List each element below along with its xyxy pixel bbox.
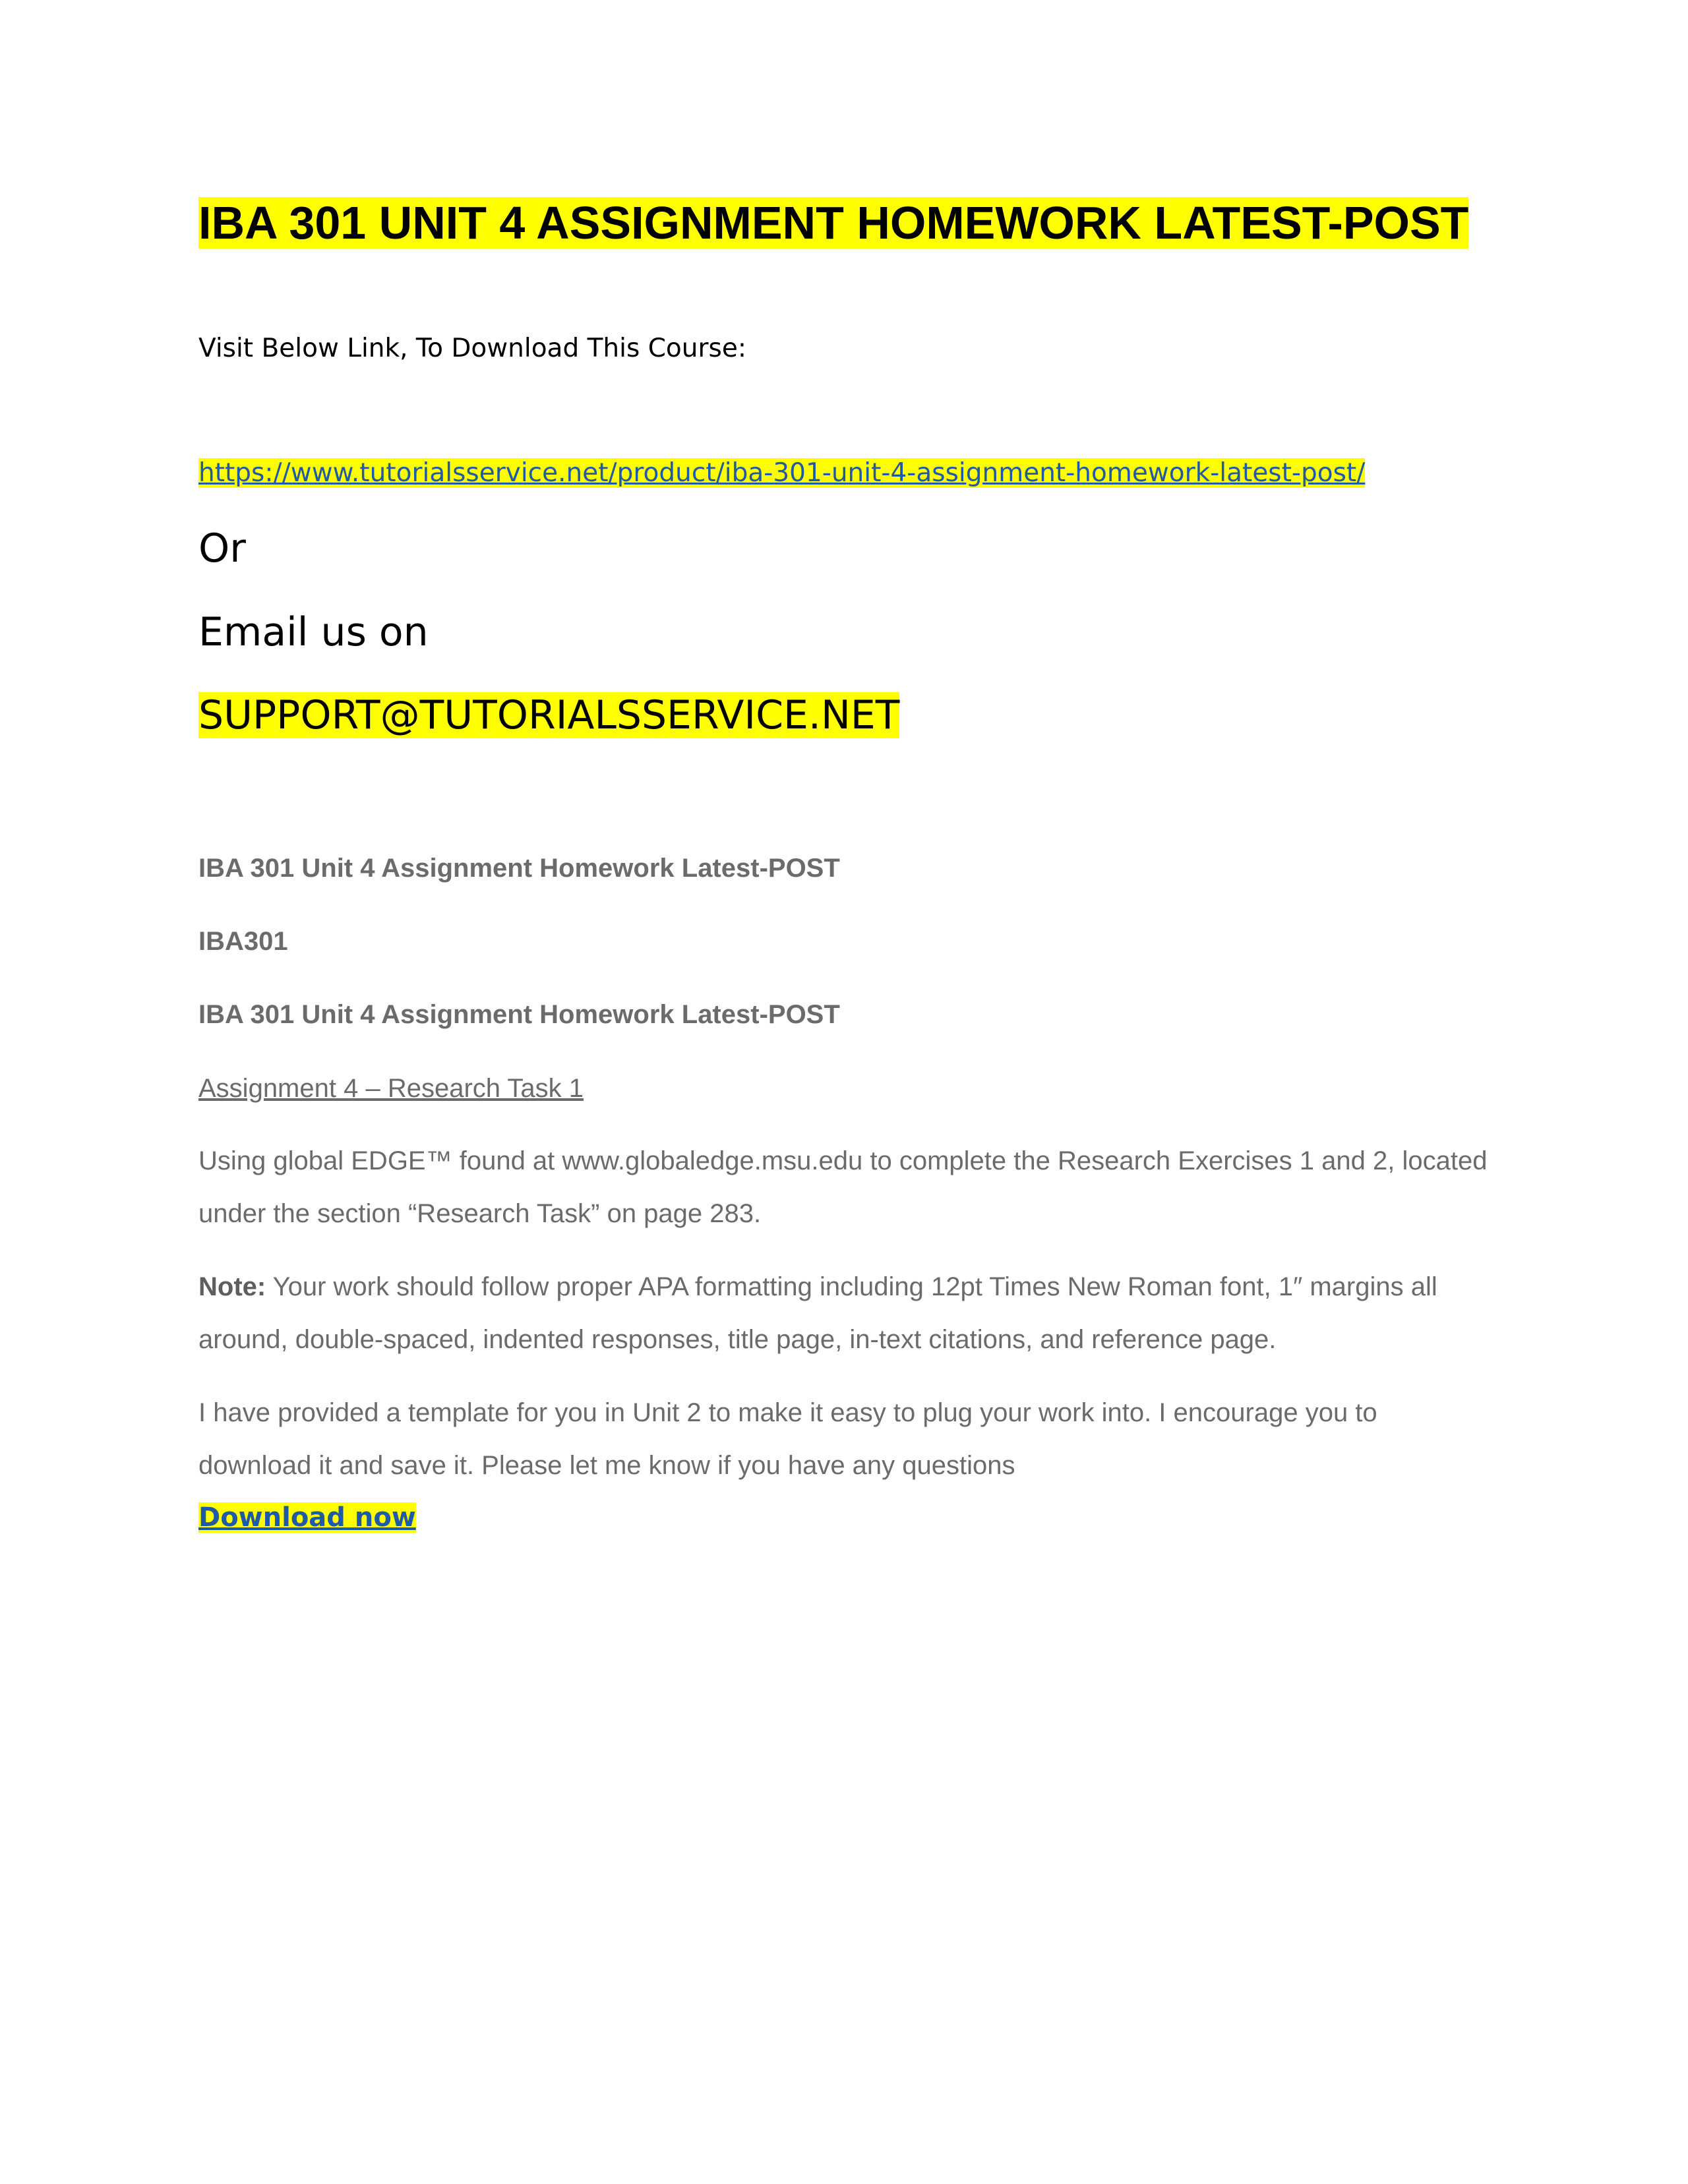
course-code: IBA301 xyxy=(198,927,288,956)
download-now-link[interactable] xyxy=(198,1500,416,1535)
content-heading-1: IBA 301 Unit 4 Assignment Homework Latest-POST xyxy=(198,854,840,883)
content-heading-2: IBA 301 Unit 4 Assignment Homework Latest-POST xyxy=(198,1000,840,1029)
intro-text: Visit Below Link, To Download This Course: xyxy=(198,334,746,363)
note-paragraph xyxy=(198,1260,1491,1366)
document-title-text: IBA 301 UNIT 4 ASSIGNMENT HOMEWORK LATEST-POST xyxy=(198,197,1469,249)
course-url-text[interactable]: https://www.tutorialsservice.net/product/iba-301-unit-4-assignment-homework-latest-post/ xyxy=(198,458,1366,488)
instructions-paragraph: Using global EDGE™ found at www.globaledge.msu.edu to complete the Research Exercises 1 and 2, located under the section “Research Task” on page 283. xyxy=(198,1146,1488,1228)
download-now-text[interactable]: Download now xyxy=(198,1502,416,1533)
document-title xyxy=(198,195,1468,251)
or-text: Or xyxy=(198,525,246,572)
template-paragraph: I have provided a template for you in Unit 2 to make it easy to plug your work into. I encourage you to download it and save it. Please let me know if you have any questions xyxy=(198,1398,1377,1480)
support-email-text[interactable]: SUPPORT@TUTORIALSSERVICE.NET xyxy=(198,692,900,738)
course-url-link[interactable] xyxy=(198,456,1365,490)
email-label: Email us on xyxy=(198,609,429,655)
note-label: Note: xyxy=(198,1272,266,1301)
note-text: Your work should follow proper APA formatting including 12pt Times New Roman font, 1″ margins all around, double-spaced, indented responses, title page, in-text citations, and reference page. xyxy=(198,1272,1437,1354)
support-email[interactable] xyxy=(198,689,899,742)
task-title: Assignment 4 – Research Task 1 xyxy=(198,1074,584,1103)
